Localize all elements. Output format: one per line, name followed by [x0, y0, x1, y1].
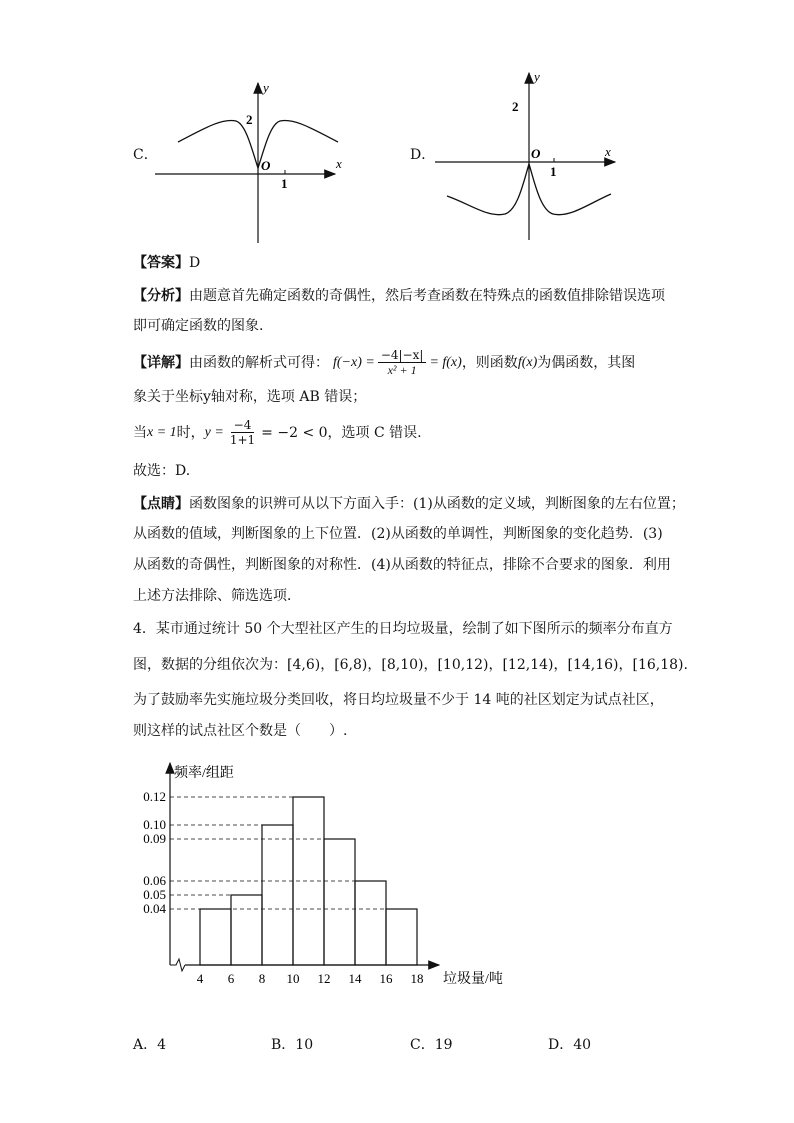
y-tick-label: 0.10 — [143, 817, 166, 832]
choose-line: 故选：D. — [133, 463, 191, 479]
option-c: C．19 — [410, 1037, 453, 1053]
x-tick-label: 12 — [317, 971, 331, 986]
y-tick-label: 0.05 — [143, 887, 166, 902]
y-tick-label: 0.12 — [143, 789, 166, 804]
analysis-line-1: 【分析】由题意首先确定函数的奇偶性，然后考查函数在特殊点的函数值排除错误选项 — [133, 288, 665, 304]
detail-line-3: 当 x = 1 时， y = $\frac{-4}{1+1}$ = −2 < 0 ，选项 C 错误. — [133, 418, 422, 447]
option-a: A．4 — [133, 1037, 167, 1053]
x-axis-title: 垃圾量/吨 — [443, 972, 503, 987]
option-c-graph — [150, 78, 350, 248]
tick-1: 1 — [281, 176, 288, 191]
option-d: D．40 — [548, 1037, 592, 1053]
q4-line-2: 图，数据的分组依次为：[4,6)，[6,8)，[8,10)，[10,12)，[12,14)，[14,16)，[16,18). — [133, 657, 688, 673]
comment-line-4: 上述方法排除、筛选选项． — [133, 588, 301, 604]
comment-line-1: 【点睛】函数图象的识辨可从以下方面入手：(1)从函数的定义域，判断图象的左右位置； — [133, 496, 685, 512]
y-axis-title: 频率/组距 — [174, 766, 234, 781]
q4-line-1: 4．某市通过统计 50 个大型社区产生的日均垃圾量，绘制了如下图所示的频率分布直方 — [133, 621, 673, 637]
detail-fraction: $\frac{-4|-x|}{\text{x² + 1}}$ — [378, 348, 427, 377]
x-label: x — [336, 156, 342, 171]
option-b: B．10 — [271, 1037, 314, 1053]
axis-break — [170, 959, 185, 971]
histogram-bar — [386, 909, 417, 965]
x-tick-label: 8 — [258, 971, 266, 986]
comment-line-2: 从函数的值域，判断图象的上下位置．(2)从函数的单调性，判断图象的变化趋势．(3) — [133, 526, 663, 542]
histogram-bar — [324, 839, 355, 965]
y-tick-label: 0.06 — [143, 873, 166, 888]
histogram-bar — [231, 895, 262, 965]
detail-line-1: 【详解】 由函数的解析式可得： f(−x) = $\frac{-4|-x|}{\text{x² + 1}}$ = f(x) ，则函数 f(x) 为偶函数，其图 — [133, 348, 636, 377]
analysis-line-2: 即可确定函数的图象. — [133, 318, 264, 334]
x-tick-label: 6 — [227, 971, 235, 986]
tick-1: 1 — [550, 164, 557, 179]
origin: O — [261, 158, 271, 173]
histogram-bar — [355, 881, 386, 965]
origin: O — [531, 146, 541, 161]
x-tick-label: 16 — [379, 971, 393, 986]
y-tick-label: 0.09 — [143, 831, 166, 846]
x-tick-label: 10 — [286, 971, 300, 986]
detail-fraction-2: $\frac{-4}{1+1}$ — [229, 418, 256, 447]
answer-line: 【答案】D — [133, 255, 201, 271]
x-label: x — [605, 144, 611, 159]
frequency-histogram — [125, 755, 525, 995]
detail-line-2: 象关于坐标y轴对称，选项 AB 错误； — [133, 389, 367, 405]
histogram-bar — [262, 825, 293, 965]
tick-2: 2 — [246, 112, 253, 127]
y-label: y — [263, 80, 269, 95]
option-c-label: C． — [133, 147, 158, 163]
y-tick-label: 0.04 — [143, 901, 166, 916]
option-d-graph — [430, 68, 630, 243]
q4-line-4: 则这样的试点社区个数是（ ）. — [133, 723, 348, 739]
y-label: y — [534, 69, 540, 84]
option-d-label: D． — [410, 147, 436, 163]
histogram-bar — [200, 909, 231, 965]
q4-line-3: 为了鼓励率先实施垃圾分类回收，将日均垃圾量不少于 14 吨的社区划定为试点社区， — [133, 692, 664, 708]
x-tick-label: 4 — [196, 971, 204, 986]
x-tick-label: 18 — [410, 971, 424, 986]
tick-2: 2 — [512, 99, 519, 114]
x-tick-label: 14 — [348, 971, 362, 986]
comment-line-3: 从函数的奇偶性，判断图象的对称性．(4)从函数的特征点，排除不合要求的图象．利用 — [133, 557, 671, 573]
